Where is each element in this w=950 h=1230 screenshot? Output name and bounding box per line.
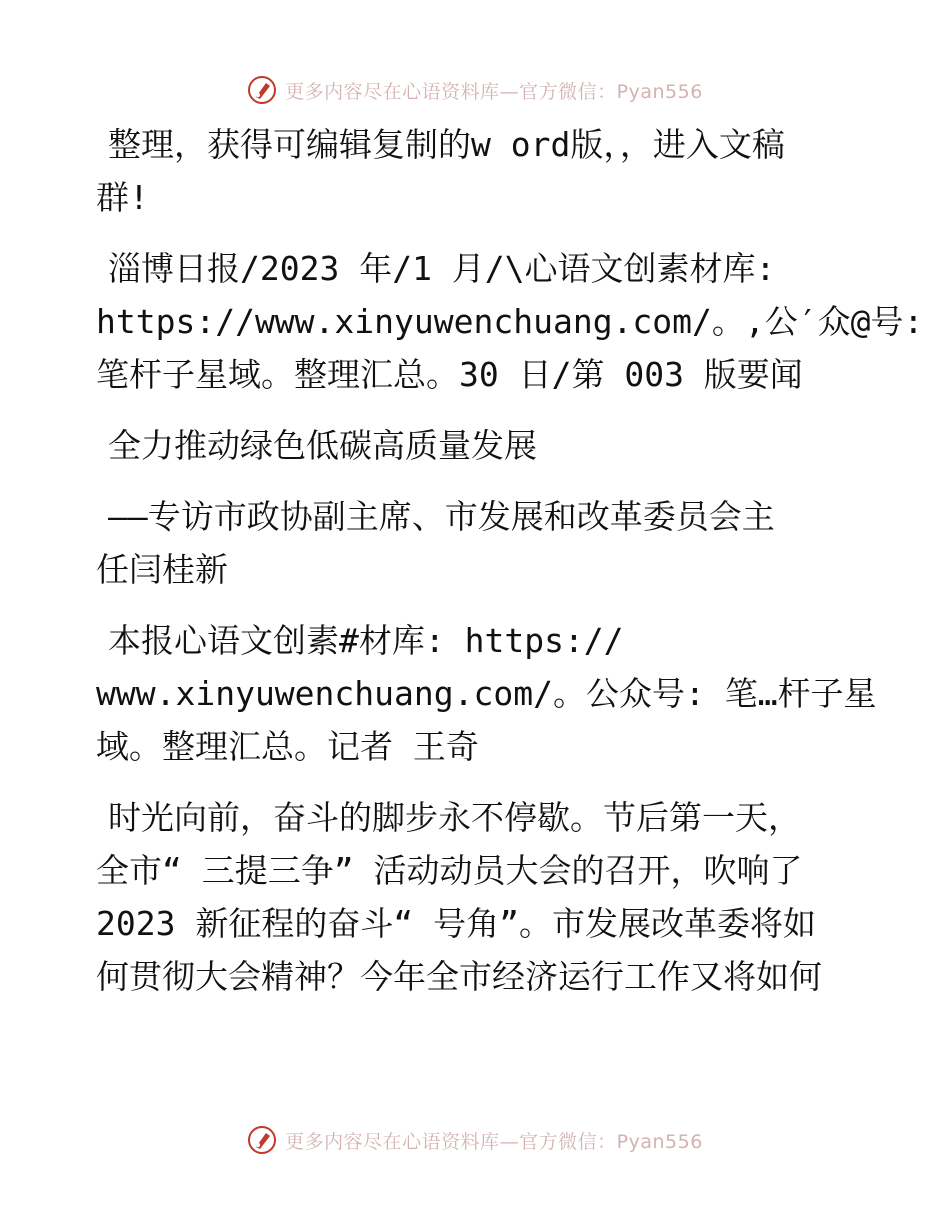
text-line: 整理，获得可编辑复制的w ord版，，进入文稿 [108,125,785,164]
footer-watermark [0,1122,950,1158]
text-line: www.xinyuwenchuang.com/。公众号: 笔…杆子星 [96,674,877,713]
text-line: https://www.xinyuwenchuang.com/。,公′众@号: [96,302,924,341]
pen-nib-logo-icon [247,75,277,105]
header-watermark [0,72,950,108]
article-body-paragraph [96,791,856,1003]
article-byline [96,614,877,773]
text-line: 任闫桂新 [96,550,228,589]
text-line: 时光向前，奋斗的脚步永不停歇。节后第一天， [108,798,801,837]
paragraph-source [96,242,924,401]
watermark-text: 更多内容尽在心语资料库—官方微信：Pyan556 [285,1130,703,1153]
article-title [96,419,856,472]
paragraph-intro [96,118,856,224]
pen-nib-logo-icon [247,1125,277,1155]
text-line: 全市“ 三提三争” 活动动员大会的召开，吹响了 [96,851,803,890]
text-line: 群! [96,178,149,217]
watermark-account: Pyan556 [616,1130,703,1153]
document-body [96,118,924,1021]
text-line: 全力推动绿色低碳高质量发展 [108,426,537,465]
text-line: 何贯彻大会精神？今年全市经济运行工作又将如何 [96,957,822,996]
text-line: 笔杆子星域。整理汇总。30 日/第 003 版要闻 [96,355,803,394]
text-line: ——专访市政协副主席、市发展和改革委员会主 [108,497,775,536]
watermark-text: 更多内容尽在心语资料库—官方微信：Pyan556 [285,80,703,103]
text-line: 淄博日报/2023 年/1 月/\心语文创素材库: [108,249,776,288]
article-subtitle [96,490,856,596]
text-line: 2023 新征程的奋斗“ 号角”。市发展改革委将如 [96,904,816,943]
watermark-account: Pyan556 [616,80,703,103]
text-line: 域。整理汇总。记者 王奇 [96,727,479,766]
text-line: 本报心语文创素#材库: https:// [108,621,624,660]
